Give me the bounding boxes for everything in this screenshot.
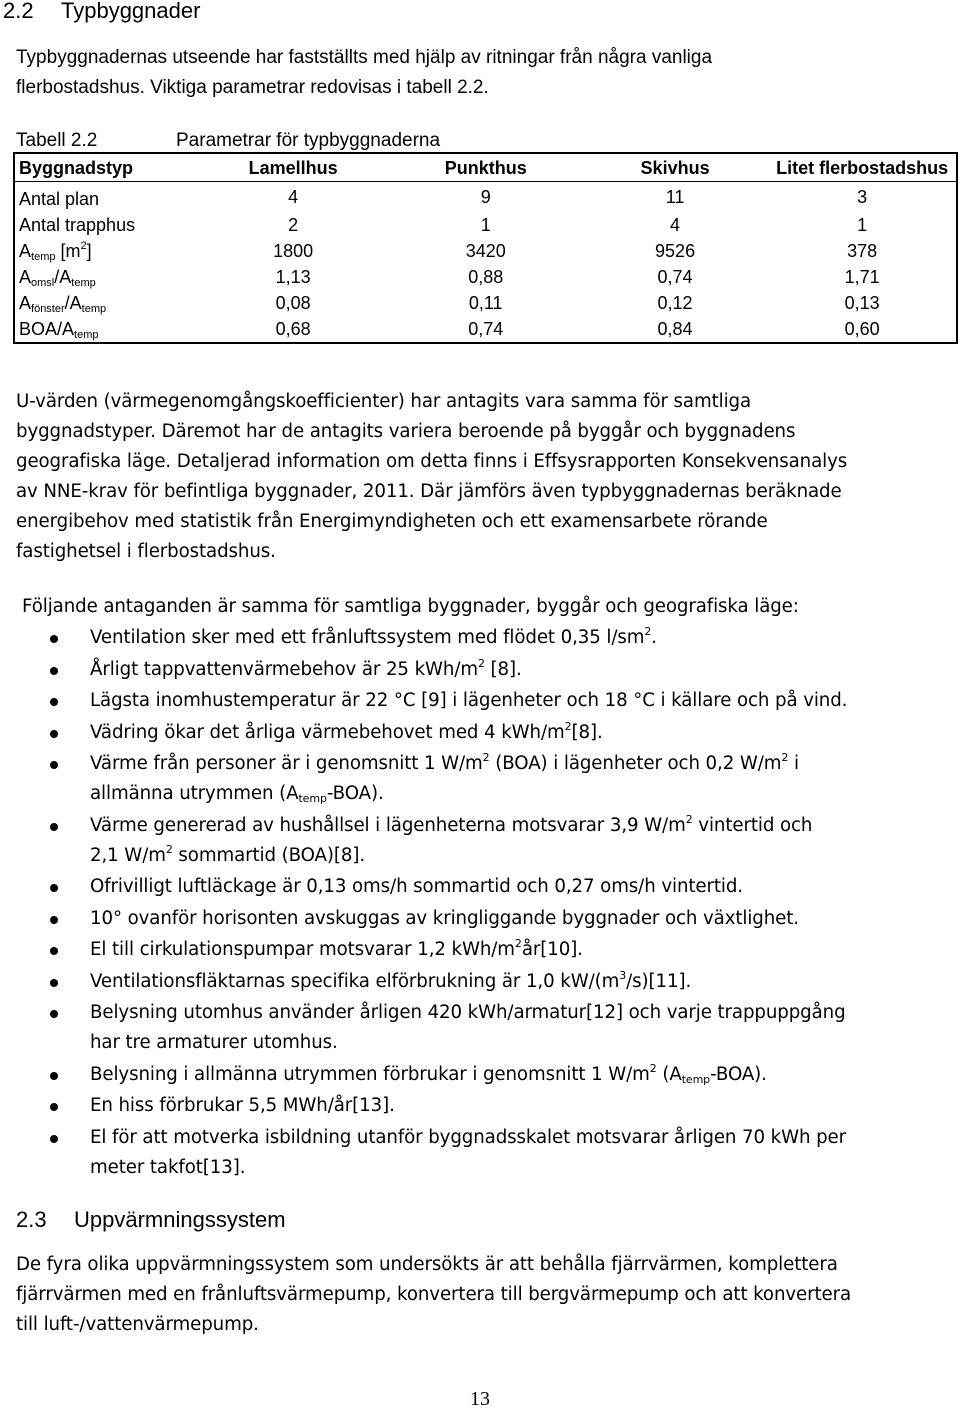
bullet-icon	[50, 698, 58, 706]
paragraph-line: byggnadstyper. Däremot har de antagits variera beroende på byggår och byggnadens	[16, 421, 796, 442]
bullet-icon	[50, 916, 58, 924]
table-cell: 0,60	[844, 319, 880, 339]
assumptions-list	[50, 623, 950, 1184]
list-item: Vädring ökar det årliga värmebehovet med 4 kWh/$m^2[8]$.	[50, 718, 950, 748]
row-label	[14, 264, 197, 290]
table-caption-title: Parametrar för typbyggnaderna	[176, 130, 441, 151]
label-subscript: omsl	[31, 277, 55, 289]
table-caption	[16, 130, 440, 152]
table-caption-label: Tabell 2.2	[16, 130, 98, 151]
bullet-icon	[50, 1135, 58, 1143]
column-header: Lamellhus	[248, 158, 338, 178]
list-item: Ventilation sker med ett frånluftssystem med flödet 0,35 $l/sm^2$.	[50, 623, 950, 653]
label-part: A	[19, 293, 32, 313]
label-part: A	[19, 267, 32, 287]
row-label: Antal trapphus	[19, 215, 136, 235]
row-label	[14, 238, 197, 264]
list-item: Belysning utomhus använder årligen 420 kWh/armatur[12] och varje trappuppgång har tre armaturer utomhus.	[50, 998, 950, 1058]
table-cell: 0,08	[275, 293, 311, 313]
table-cell: 11	[665, 187, 685, 207]
table-cell: 0,74	[657, 267, 693, 287]
table-cell: 3420	[465, 241, 506, 261]
label-subscript: temp	[74, 329, 99, 341]
section-number: 2.2	[3, 0, 34, 23]
bullet-icon	[50, 947, 58, 955]
table-header-row	[14, 153, 957, 182]
table-cell: 1,13	[275, 267, 311, 287]
table-cell: 1800	[273, 241, 314, 261]
bullet-icon	[50, 1072, 58, 1080]
heating-paragraph	[16, 1250, 956, 1340]
list-item: En hiss förbrukar 5,5 MWh/år[13].	[50, 1091, 950, 1121]
bullet-icon	[50, 761, 58, 769]
paragraph-line: U-värden (värmegenomgångskoefficienter) har antagits vara samma för samtliga	[16, 391, 752, 412]
table-row	[14, 316, 957, 343]
intro-line: flerbostadshus. Viktiga parametrar redovisas i tabell 2.2.	[16, 77, 489, 98]
section-heading-2-3	[16, 1207, 286, 1233]
list-item: Ventilationsfläktarnas specifika elförbrukning är 1,0 $kW/(m^3/s)[11]$.	[50, 967, 950, 997]
page-number: 13	[470, 1388, 490, 1410]
table-cell: 1	[480, 215, 491, 235]
label-part: A	[19, 241, 32, 261]
paragraph-line: av NNE-krav för befintliga byggnader, 2011. Där jämförs även typbyggnadernas beräknade	[16, 481, 842, 502]
label-subscript: temp	[81, 303, 107, 315]
paragraph-line: geografiska läge. Detaljerad information om detta finns i Effsysrapporten Konsekvensanalys	[16, 451, 848, 472]
parameter-table	[13, 152, 958, 344]
table-cell: 1,71	[844, 267, 880, 287]
label-part: /A	[54, 267, 72, 287]
list-item: Lägsta inomhustemperatur är 22 °C [9] i lägenheter och 18 °C i källare och på vind.	[50, 686, 950, 716]
list-item: Värme från personer är i genomsnitt 1 $W/m^2$ (BOA) i lägenheter och 0,2 $W/m^2$ i allmänna utrymmen $(A_{temp}-BOA)$.	[50, 749, 950, 809]
table-cell: 0,68	[275, 319, 311, 339]
table-row	[14, 212, 957, 238]
table-cell: 0,12	[657, 293, 693, 313]
section-number: 2.3	[16, 1207, 47, 1232]
list-item: Årligt tappvattenvärmebehov är 25 kWh/$m^2$ [8].	[50, 655, 950, 685]
table-cell: 9526	[655, 241, 696, 261]
list-item: Ofrivilligt luftläckage är 0,13 oms/h sommartid och 0,27 oms/h vintertid.	[50, 872, 950, 902]
section-heading-2-2	[3, 0, 200, 24]
bullet-icon	[50, 730, 58, 738]
paragraph-line: fastighetsel i flerbostadshus.	[16, 541, 276, 562]
table-cell: 0,74	[468, 319, 504, 339]
list-item: Belysning i allmänna utrymmen förbrukar i genomsnitt 1 $W/m^2$ $(A_{temp}-BOA)$.	[50, 1060, 950, 1090]
column-header: Skivhus	[640, 158, 710, 178]
paragraph-line: De fyra olika uppvärmningssystem som undersökts är att behålla fjärrvärmen, komplettera	[16, 1254, 838, 1275]
bullet-icon	[50, 667, 58, 675]
paragraph-line: energibehov med statistik från Energimyndigheten och ett examensarbete rörande	[16, 511, 768, 532]
label-superscript: 2	[80, 240, 87, 252]
uvalues-paragraph	[16, 387, 956, 567]
column-header: Punkthus	[444, 158, 527, 178]
paragraph-line: fjärrvärmen med en frånluftsvärmepump, konvertera till bergvärmepump och att konvertera	[16, 1284, 852, 1305]
column-header: Byggnadstyp	[19, 158, 134, 178]
table-cell: 0,88	[468, 267, 504, 287]
bullet-icon	[50, 979, 58, 987]
table-cell: 4	[288, 187, 299, 207]
table-row	[14, 264, 957, 290]
table-row	[14, 290, 957, 316]
table-cell: 9	[480, 187, 491, 207]
intro-line: Typbyggnadernas utseende har fastställts med hjälp av ritningar från några vanliga	[16, 47, 713, 68]
assumptions-intro: Följande antaganden är samma för samtliga byggnader, byggår och geografiska läge:	[22, 596, 799, 617]
list-item: El till cirkulationspumpar motsvarar 1,2 kWh/$m^2år[10]$.	[50, 935, 950, 965]
label-part: ]	[86, 241, 92, 261]
table-cell: 0,11	[468, 293, 503, 313]
bullet-icon	[50, 823, 58, 831]
table-cell: 0,13	[844, 293, 880, 313]
table-cell: 1	[857, 215, 868, 235]
bullet-icon	[50, 1010, 58, 1018]
row-label	[14, 316, 197, 343]
label-subscript: temp	[71, 277, 96, 289]
label-subscript: temp	[31, 251, 56, 263]
bullet-icon	[50, 884, 58, 892]
column-header: Litet flerbostadshus	[776, 158, 949, 178]
row-label	[14, 290, 197, 316]
section-title: Typbyggnader	[61, 0, 201, 23]
label-part: /A	[64, 293, 82, 313]
bullet-icon	[50, 1103, 58, 1111]
list-item: 10° ovanför horisonten avskuggas av kringliggande byggnader och växtlighet.	[50, 904, 950, 934]
table-row	[14, 238, 957, 264]
row-label: Antal plan	[19, 189, 100, 209]
bullet-icon	[50, 635, 58, 643]
section-title: Uppvärmningssystem	[74, 1207, 286, 1232]
label-part: BOA/A	[19, 319, 75, 339]
table-cell: 378	[847, 241, 878, 261]
intro-paragraph	[16, 43, 956, 103]
table-cell: 2	[288, 215, 299, 235]
table-row	[14, 182, 957, 213]
label-subscript: fönster	[31, 303, 65, 315]
list-item: Värme genererad av hushållsel i lägenheterna motsvarar 3,9 $W/m^2$ vintertid och 2,1 $W/m^2$ sommartid (BOA)[8].	[50, 811, 950, 871]
table-cell: 4	[670, 215, 681, 235]
paragraph-line: till luft-/vattenvärmepump.	[16, 1314, 259, 1335]
label-part: [m	[55, 241, 81, 261]
table-cell: 0,84	[657, 319, 693, 339]
table-cell: 3	[857, 187, 868, 207]
list-item: El för att motverka isbildning utanför byggnadsskalet motsvarar årligen 70 kWh per meter takfot[13].	[50, 1123, 950, 1183]
